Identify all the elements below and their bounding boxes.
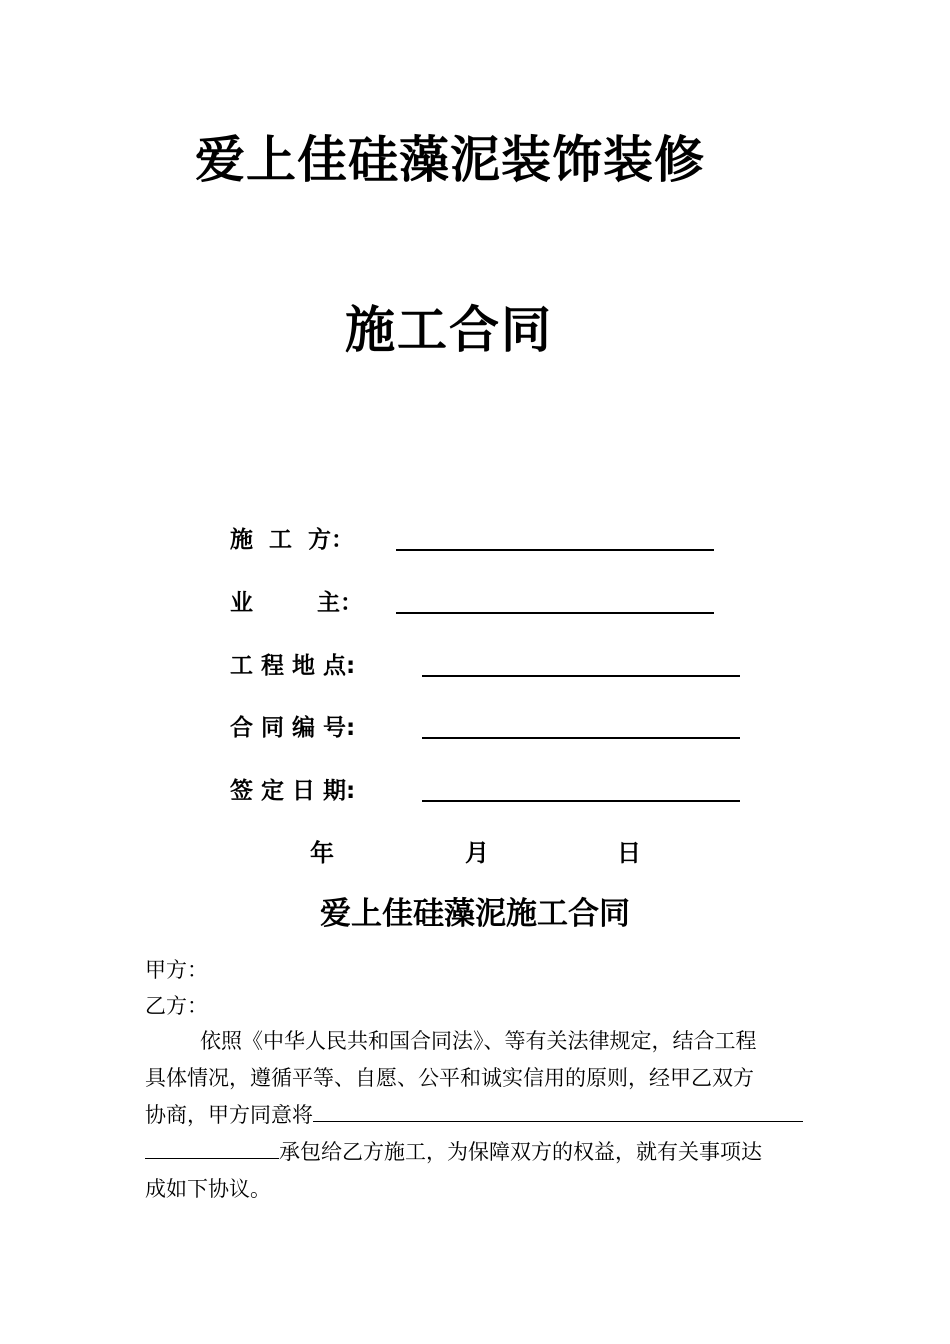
project-blank-line[interactable] xyxy=(313,1099,803,1122)
cover-subtitle: 施工合同 xyxy=(345,301,553,359)
field-line-site[interactable] xyxy=(422,675,740,677)
paragraph-line-3-text: 协商，甲方同意将 xyxy=(145,1103,313,1127)
field-line-sign-date[interactable] xyxy=(422,800,740,802)
field-line-contractor[interactable] xyxy=(396,549,714,551)
cover-title: 爱上佳硅藻泥装饰装修 xyxy=(195,131,705,189)
field-label-contractor: 施 工 方： xyxy=(230,527,355,553)
paragraph-line-3 xyxy=(145,1099,803,1130)
party-a-label: 甲方： xyxy=(145,958,208,982)
date-month: 月 xyxy=(465,839,489,867)
contract-heading: 爱上佳硅藻泥施工合同 xyxy=(320,896,630,932)
field-label-owner: 业 主： xyxy=(230,590,364,616)
paragraph-line-2: 具体情况，遵循平等、自愿、公平和诚实信用的原则，经甲乙双方 xyxy=(145,1066,754,1090)
field-line-owner[interactable] xyxy=(396,612,714,614)
field-label-contract-no: 合 同 编 号: xyxy=(230,715,356,741)
date-year: 年 xyxy=(310,839,334,867)
paragraph-line-4-text: 承包给乙方施工，为保障双方的权益，就有关事项达 xyxy=(279,1140,762,1164)
project-blank-line-continued[interactable] xyxy=(145,1136,279,1159)
paragraph-line-1: 依照《中华人民共和国合同法》、等有关法律规定，结合工程 xyxy=(200,1029,757,1053)
paragraph-line-4 xyxy=(145,1136,762,1167)
field-label-site: 工 程 地 点: xyxy=(230,653,356,679)
field-label-sign-date: 签 定 日 期: xyxy=(230,778,356,804)
paragraph-line-5: 成如下协议。 xyxy=(145,1177,271,1201)
date-day: 日 xyxy=(617,839,641,867)
party-b-label: 乙方： xyxy=(145,994,208,1018)
field-line-contract-no[interactable] xyxy=(422,737,740,739)
